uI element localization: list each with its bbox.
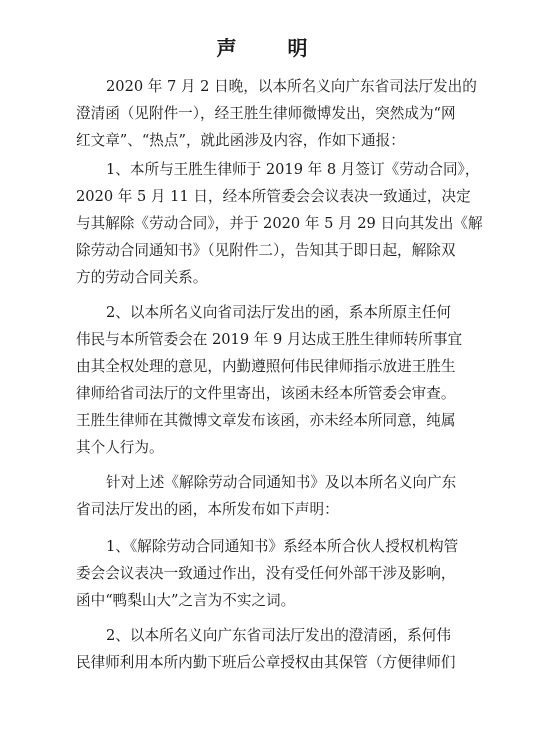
document-title: 声 明 (216, 36, 330, 60)
paragraph-line: 函中“鸭梨山大”之言为不实之词。 (76, 592, 296, 609)
paragraph-line: 2、以本所名义向广东省司法厅发出的澄清函，系何伟 (106, 627, 451, 644)
paragraph-line: 2、以本所名义向省司法厅发出的函，系本所原主任何 (106, 304, 451, 321)
paragraph-line: 澄清函（见附件一），经王胜生律师微博发出，突然成为“网 (76, 105, 456, 122)
paragraph-line: 除劳动合同通知书》（见附件二），告知其于即日起，解除双 (76, 242, 456, 259)
paragraph-line: 1、《解除劳动合同通知书》系经本所合伙人授权机构管 (106, 538, 459, 555)
paragraph-line: 其个人行为。 (76, 439, 164, 456)
paragraph-line: 2020 年 7 月 2 日晚，以本所名义向广东省司法厅发出的 (106, 78, 477, 95)
paragraph-line: 民律师利用本所内勤下班后公章授权由其保管（方便律师们 (76, 654, 456, 671)
paragraph-line: 王胜生律师在其微博文章发布该函，亦未经本所同意，纯属 (76, 412, 456, 429)
paragraph-line: 方的劳动合同关系。 (76, 269, 208, 286)
paragraph-line: 伟民与本所管委会在 2019 年 9 月达成王胜生律师转所事宜 (76, 331, 463, 348)
paragraph-line: 省司法厅发出的函，本所发布如下声明： (76, 501, 339, 518)
paragraph-line: 2020 年 5 月 11 日，经本所管委会会议表决一致通过，决定 (76, 188, 471, 205)
paragraph-line: 红文章”、“热点”，就此函涉及内容，作如下通报： (76, 132, 405, 149)
paragraph-line: 与其解除《劳动合同》，并于 2020 年 5 月 29 日向其发出《解 (76, 215, 483, 232)
paragraph-line: 针对上述《解除劳动合同通知书》及以本所名义向广东 (106, 474, 457, 491)
paragraph-line: 律师给省司法厅的文件里寄出，该函未经本所管委会审查。 (76, 385, 456, 402)
paragraph-line: 由其全权处理的意见，内勤遵照何伟民律师指示放进王胜生 (76, 358, 456, 375)
paragraph-line: 1、本所与王胜生律师于 2019 年 8 月签订《劳动合同》， (106, 161, 480, 178)
paragraph-line: 委会会议表决一致通过作出，没有受任何外部干涉及影响， (76, 565, 456, 582)
